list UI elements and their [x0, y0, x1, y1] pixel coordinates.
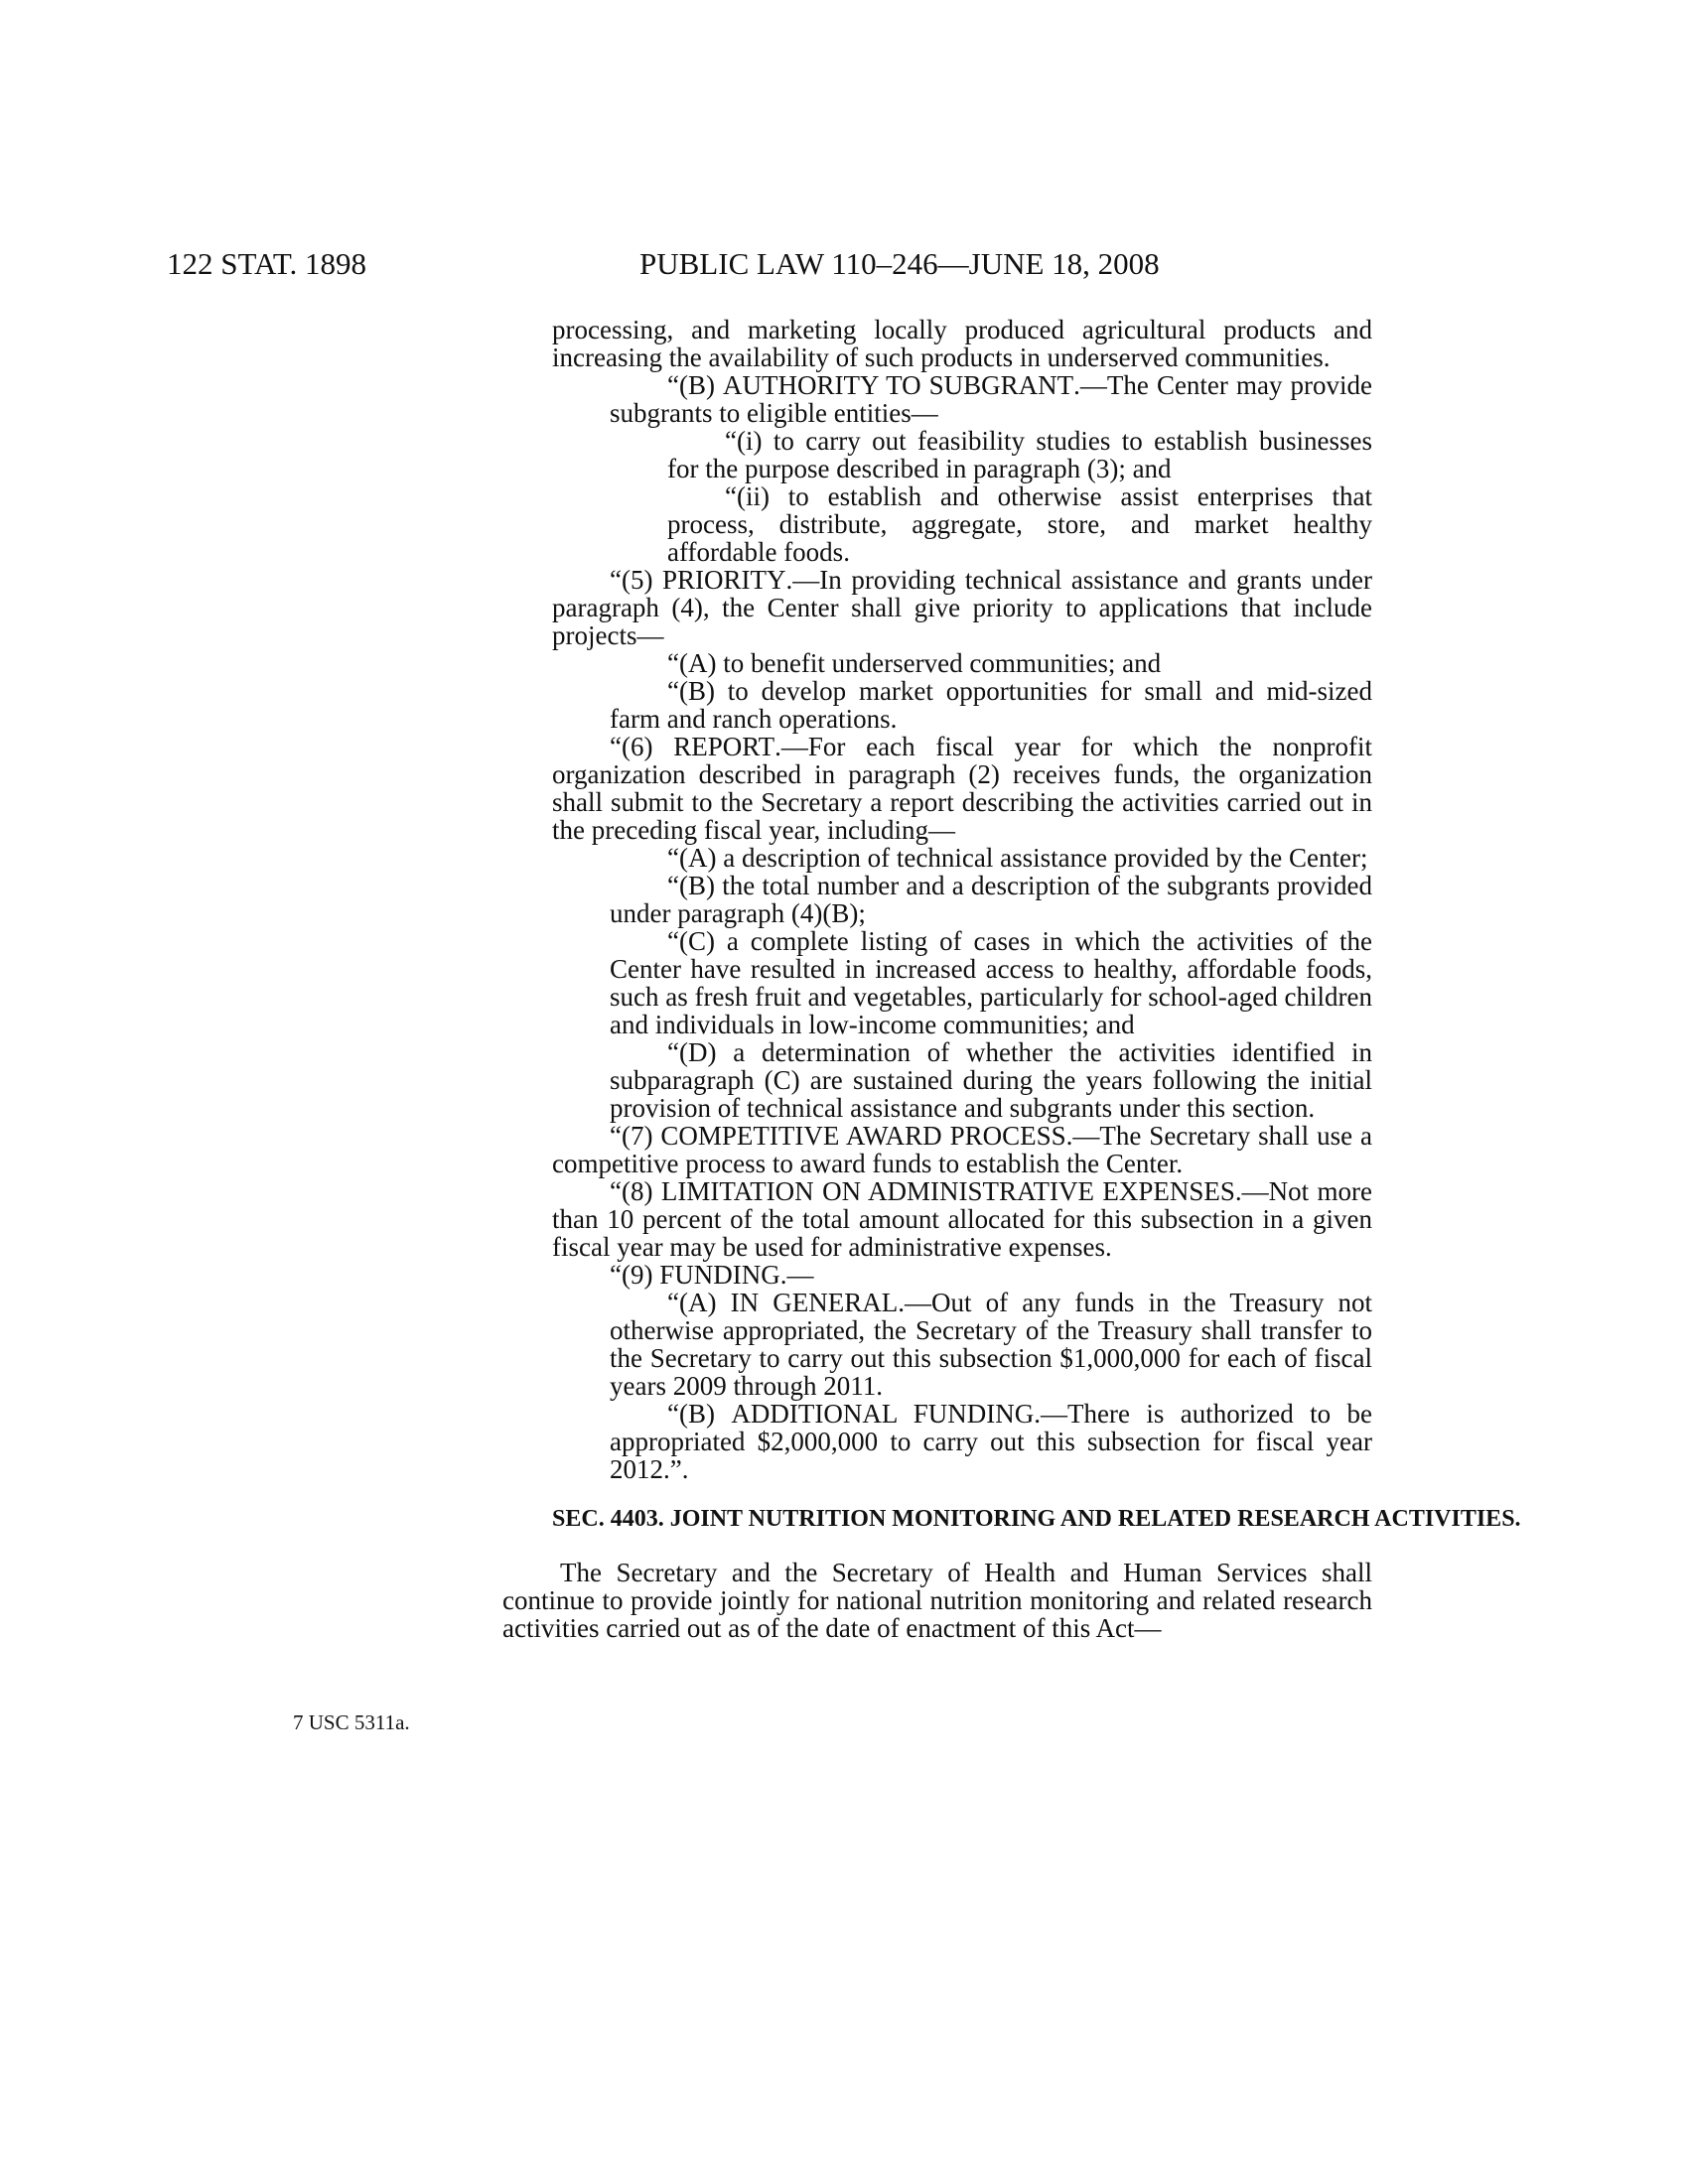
- heading-authority-to-subgrant: AUTHORITY TO SUBGRANT: [723, 370, 1074, 400]
- heading-funding: FUNDING: [659, 1260, 780, 1290]
- report-d: “(D) a determination of whether the activities identified in subparagraph (C) are sustained during the years following the initial provision of technical assistance and subgrants under this section.: [610, 1037, 1372, 1123]
- public-law-title: PUBLIC LAW 110–246—JUNE 18, 2008: [639, 246, 1160, 281]
- stat-page-number: 122 STAT. 1898: [167, 246, 367, 281]
- report-b: “(B) the total number and a description of the subgrants provided under paragraph (4)(B);: [610, 871, 1372, 928]
- report-a: “(A) a description of technical assistance provided by the Center;: [667, 843, 1368, 873]
- priority-b: “(B) to develop market opportunities for small and mid-sized farm and ranch operations.: [610, 676, 1372, 734]
- clause-ii: “(ii) to establish and otherwise assist enterprises that process, distribute, aggregate, store, and market healthy affordable foods.: [667, 481, 1372, 567]
- statute-text-column: [502, 315, 1521, 1643]
- text-authority-to-subgrant: The Center may provide subgrants to eligible entities—: [610, 370, 1372, 428]
- paragraph-7-competitive-award: “(7) COMPETITIVE AWARD PROCESS.—The Secretary shall use a competitive process to award funds to establish the Center.: [552, 1121, 1373, 1178]
- heading-competitive-award: COMPETITIVE AWARD PROCESS: [660, 1121, 1066, 1151]
- text-competitive-award: The Secretary shall use a competitive process to award funds to establish the Center.: [552, 1121, 1373, 1178]
- text-in-general: Out of any funds in the Treasury not otherwise appropriated, the Secretary of the Treasury shall transfer to the Secretary to carry out this subsection $1,000,000 for each of fiscal years 2009 through 2011.: [610, 1288, 1372, 1401]
- paragraph-9-funding: “(9) FUNDING.—: [610, 1260, 814, 1290]
- paragraph-5-priority: “(5) PRIORITY.—In providing technical assistance and grants under paragraph (4), the Center shall give priority to applications that include projects—: [552, 565, 1372, 650]
- priority-a: “(A) to benefit underserved communities; and: [667, 648, 1162, 678]
- report-c: “(C) a complete listing of cases in which the activities of the Center have resulted in increased access to healthy, affordable foods, such as fresh fruit and vegetables, particularly for school-aged children and individuals in low-income communities; and: [610, 926, 1372, 1039]
- paragraph-6-report: “(6) REPORT.—For each fiscal year for which the nonprofit organization described in paragraph (2) receives funds, the organization shall submit to the Secretary a report describing the activities carried out in the preceding fiscal year, including—: [552, 732, 1373, 845]
- section-4403-body: The Secretary and the Secretary of Health and Human Services shall continue to provide jointly for national nutrition monitoring and related research activities carried out as of the date of enactment of this Act—: [502, 1558, 1372, 1643]
- section-4403-heading: SEC. 4403. JOINT NUTRITION MONITORING AND RELATED RESEARCH ACTIVITIES.: [552, 1506, 1521, 1532]
- text-report: For each fiscal year for which the nonprofit organization described in paragraph (2) receives funds, the organization shall submit to the Secretary a report describing the activities carried out in the preceding fiscal year, including—: [552, 732, 1373, 845]
- usc-margin-note: 7 USC 5311a.: [293, 1710, 410, 1734]
- paragraph-8-limitation: “(8) LIMITATION ON ADMINISTRATIVE EXPENSES.—Not more than 10 percent of the total amount allocated for this subsection in a given fiscal year may be used for administrative expenses.: [552, 1176, 1372, 1262]
- funding-b-additional: “(B) ADDITIONAL FUNDING.—There is authorized to be appropriated $2,000,000 to carry out this subsection for fiscal year 2012.”.: [610, 1399, 1372, 1484]
- heading-limitation: LIMITATION ON ADMINISTRATIVE EXPENSES: [660, 1176, 1235, 1206]
- heading-priority: PRIORITY: [662, 565, 786, 595]
- paragraph-continuation: processing, and marketing locally produced agricultural products and increasing the availability of such products in underserved communities.: [552, 315, 1372, 372]
- funding-a-in-general: “(A) IN GENERAL.—Out of any funds in the Treasury not otherwise appropriated, the Secretary of the Treasury shall transfer to the Secretary to carry out this subsection $1,000,000 for each of fiscal years 2009 through 2011.: [610, 1288, 1372, 1401]
- text-additional-funding: There is authorized to be appropriated $2,000,000 to carry out this subsection for fiscal year 2012.”.: [610, 1399, 1372, 1484]
- heading-additional-funding: ADDITIONAL FUNDING: [731, 1399, 1035, 1429]
- subparagraph-b-authority-to-subgrant: “(B) AUTHORITY TO SUBGRANT.—The Center may provide subgrants to eligible entities—: [610, 370, 1372, 428]
- heading-report: REPORT: [673, 732, 775, 761]
- text-limitation: Not more than 10 percent of the total amount allocated for this subsection in a given fiscal year may be used for administrative expenses.: [552, 1176, 1372, 1262]
- text-priority: In providing technical assistance and grants under paragraph (4), the Center shall give priority to applications that include projects—: [552, 565, 1372, 650]
- page-header: [0, 246, 1688, 286]
- heading-in-general: IN GENERAL: [730, 1288, 899, 1317]
- clause-i: “(i) to carry out feasibility studies to establish businesses for the purpose described in paragraph (3); and: [667, 426, 1372, 483]
